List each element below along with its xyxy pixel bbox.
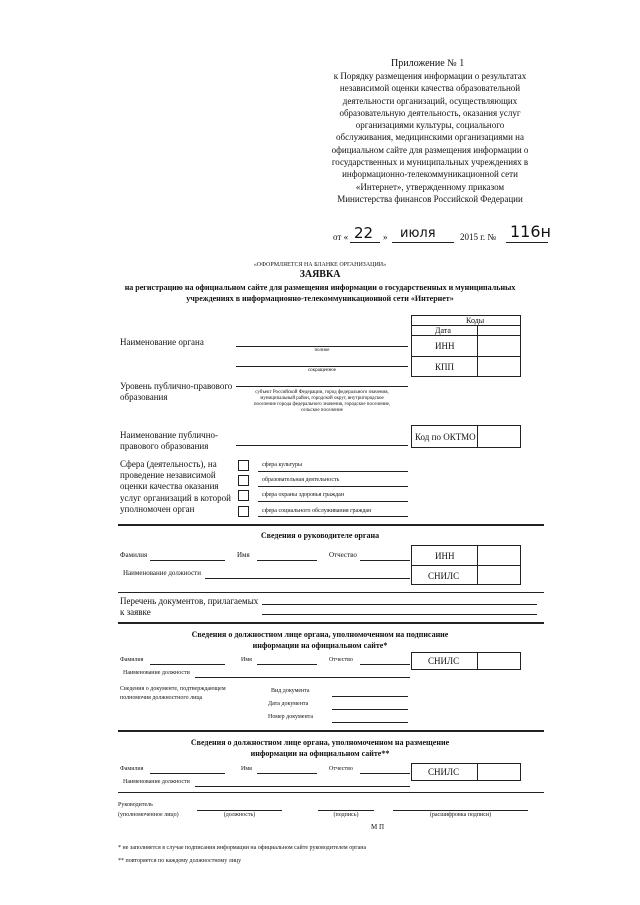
sphere-health-checkbox[interactable] (238, 490, 249, 501)
head-position-field[interactable] (205, 578, 410, 579)
head-inn-label: ИНН (435, 551, 455, 561)
oktmo-label: Код по ОКТМО (415, 432, 476, 442)
sign-signature-caption: (подпись) (333, 812, 359, 818)
section-divider-3 (118, 730, 544, 732)
inn-value-cell[interactable] (478, 336, 520, 356)
appendix-line: деятельности организаций, осуществляющих (342, 95, 518, 106)
signer-doc-type-label: Вид документа (271, 688, 310, 694)
appendix-line: к Порядку размещения информации о результатах (333, 71, 527, 81)
publisher-title-2: информации на официальном сайте** (250, 749, 390, 758)
head-inn-value[interactable] (478, 546, 520, 565)
head-snils-label: СНИЛС (428, 571, 460, 581)
sphere-label-line: услуг организаций в которой (120, 492, 231, 503)
section-divider-2 (118, 622, 544, 624)
head-patronymic-label: Отчество (329, 551, 357, 559)
signer-title-2: информации на официальном сайте* (252, 641, 388, 650)
sphere-health-label: сфера охраны здоровья граждан (262, 492, 345, 498)
sphere-label-line: оценки качества оказания (120, 481, 219, 492)
level-label-2: образования (120, 392, 168, 402)
organ-short-name-field[interactable] (236, 366, 408, 367)
head-snils-value[interactable] (478, 566, 520, 584)
appendix-line: официальном сайте для размещения информации о (331, 144, 529, 155)
form-subtitle-1: на регистрацию на официальном сайте для размещения информации о государственных и муниципальных (124, 283, 516, 292)
order-month: июля (400, 226, 436, 241)
signer-doc-number-field[interactable] (332, 722, 408, 723)
order-number: 116н (510, 222, 551, 241)
publisher-patronymic-field[interactable] (360, 773, 410, 774)
organ-name-label: Наименование органа (120, 337, 204, 347)
head-name-label: Имя (237, 551, 250, 559)
sphere-education-label: образовательная деятельность (262, 477, 340, 483)
signer-doc-label-2: полномочия должностного лица (120, 695, 203, 701)
organ-full-name-field[interactable] (236, 346, 408, 347)
appendix-line: независимой оценки качества образовательной (339, 83, 521, 94)
footnote-1: * не заполняется в случае подписания информации на официальном сайте руководителем органа (118, 845, 367, 851)
blank-note: «ОФОРМЛЯЕТСЯ НА БЛАНКЕ ОРГАНИЗАЦИИ» (253, 262, 387, 268)
publisher-title-1: Сведения о должностном лице органа, уполномоченном на размещение (190, 738, 450, 747)
sphere-social-label: сфера социального обслуживания граждан (262, 508, 372, 514)
signer-position-label: Наименование должности (123, 670, 190, 676)
sphere-label-line: уполномочен орган (120, 503, 195, 514)
head-position-label: Наименование должности (123, 569, 201, 577)
order-year: 2015 г. № (460, 232, 497, 242)
oktmo-value-cell[interactable] (478, 426, 520, 447)
head-patronymic-field[interactable] (360, 560, 410, 561)
codes-inn-label: ИНН (435, 341, 455, 351)
publisher-patronymic-label: Отчество (329, 766, 353, 772)
ppo-name-field[interactable] (236, 445, 408, 446)
publisher-position-field[interactable] (195, 786, 410, 787)
stamp-place: М П (371, 823, 385, 831)
appendix-line: «Интернет», утвержденному приказом (355, 181, 505, 192)
head-title: Сведения о руководителе органа (260, 531, 380, 540)
sign-decode-field[interactable] (393, 810, 528, 811)
level-label-1: Уровень публично-правового (120, 381, 233, 391)
form-subtitle-2: учреждениях в информационно-телекоммуникационной сети «Интернет» (186, 294, 454, 303)
signer-snils-label: СНИЛС (428, 656, 460, 666)
level-field[interactable] (236, 386, 408, 387)
sign-decode-caption: (расшифровка подписи) (429, 812, 492, 818)
appendix-title: Приложение № 1 (391, 58, 465, 69)
sphere-culture-checkbox[interactable] (238, 460, 249, 471)
order-day: 22 (354, 224, 374, 242)
ppo-label-2: правового образования (120, 441, 209, 451)
publisher-name-label: Имя (241, 766, 252, 772)
sphere-label-line: проведение независимой (120, 470, 216, 481)
signer-surname-field[interactable] (150, 664, 225, 665)
organ-short-caption: сокращенное (307, 368, 337, 373)
ppo-label-1: Наименование публично- (120, 430, 219, 440)
appendix-line: государственных и муниципальных учреждениях в (331, 157, 529, 168)
sphere-education-checkbox[interactable] (238, 475, 249, 486)
signer-name-field[interactable] (257, 664, 317, 665)
head-surname-label: Фамилия (120, 551, 148, 559)
signer-snils-value[interactable] (478, 653, 520, 669)
signer-surname-label: Фамилия (120, 657, 144, 663)
publisher-snils-value[interactable] (478, 764, 520, 780)
section-divider-1 (118, 524, 544, 526)
signer-position-field[interactable] (195, 677, 410, 678)
signer-doc-date-label: Дата документа (268, 701, 309, 707)
level-note: субъект Российской Федерации, город федерального значения, муниципальный район, городской округ, внутригородское поселение города федерального значения, городское поселение, сельское поселение (253, 390, 391, 413)
docs-label-2: к заявке (120, 607, 151, 617)
publisher-position-label: Наименование должности (123, 779, 190, 785)
publisher-name-field[interactable] (257, 773, 317, 774)
appendix-line: Министерства финансов Российской Федерации (337, 193, 523, 204)
signer-doc-label-1: Сведения о документе, подтверждающем (120, 686, 226, 692)
publisher-surname-label: Фамилия (120, 766, 144, 772)
publisher-snils-label: СНИЛС (428, 767, 460, 777)
sign-position-field[interactable] (197, 810, 282, 811)
appendix-text (300, 70, 560, 205)
footnote-2: ** повторяется по каждому должностному лицу (118, 858, 242, 864)
appendix-line: обслуживания, медицинскими организациями на (336, 132, 524, 143)
appendix-line: образовательную деятельность, оказания услуг (339, 107, 521, 118)
signer-doc-number-label: Номер документа (268, 714, 314, 720)
kpp-value-cell[interactable] (478, 357, 520, 377)
appendix-line: информационно-телекоммуникационной сети (342, 169, 518, 180)
head-surname-field[interactable] (150, 560, 225, 561)
form-title: ЗАЯВКА (299, 269, 341, 280)
date-value-cell[interactable] (478, 326, 520, 335)
signer-doc-type-field[interactable] (332, 696, 408, 697)
docs-field-2[interactable] (262, 614, 537, 615)
head-name-field[interactable] (257, 560, 317, 561)
sign-head-2: (уполномоченное лицо) (118, 812, 179, 818)
codes-date-label: Дата (435, 326, 451, 335)
signer-title-1: Сведения о должностном лице органа, уполномоченном на подписание (191, 630, 449, 639)
order-date-mid: » (383, 232, 388, 242)
signer-patronymic-field[interactable] (360, 664, 410, 665)
docs-field-1[interactable] (262, 604, 537, 605)
sphere-culture-label: сфера культуры (262, 462, 303, 468)
sphere-label (120, 459, 231, 515)
signer-name-label: Имя (241, 657, 252, 663)
signer-doc-date-field[interactable] (332, 709, 408, 710)
sphere-social-checkbox[interactable] (238, 506, 249, 517)
order-date-prefix: от « (333, 232, 349, 242)
sign-position-caption: (должность) (223, 812, 256, 818)
sign-signature-field[interactable] (318, 810, 374, 811)
docs-label-1: Перечень документов, прилагаемых (120, 596, 259, 606)
sphere-label-line: Сфера (деятельность), на (120, 459, 217, 469)
codes-header: Коды (466, 316, 485, 325)
appendix-line: организациями культуры, социального (355, 120, 505, 131)
sign-head-1: Руководитель (118, 802, 153, 808)
publisher-surname-field[interactable] (150, 773, 225, 774)
signer-patronymic-label: Отчество (329, 657, 353, 663)
organ-full-caption: полное (314, 348, 330, 353)
codes-kpp-label: КПП (435, 362, 455, 372)
